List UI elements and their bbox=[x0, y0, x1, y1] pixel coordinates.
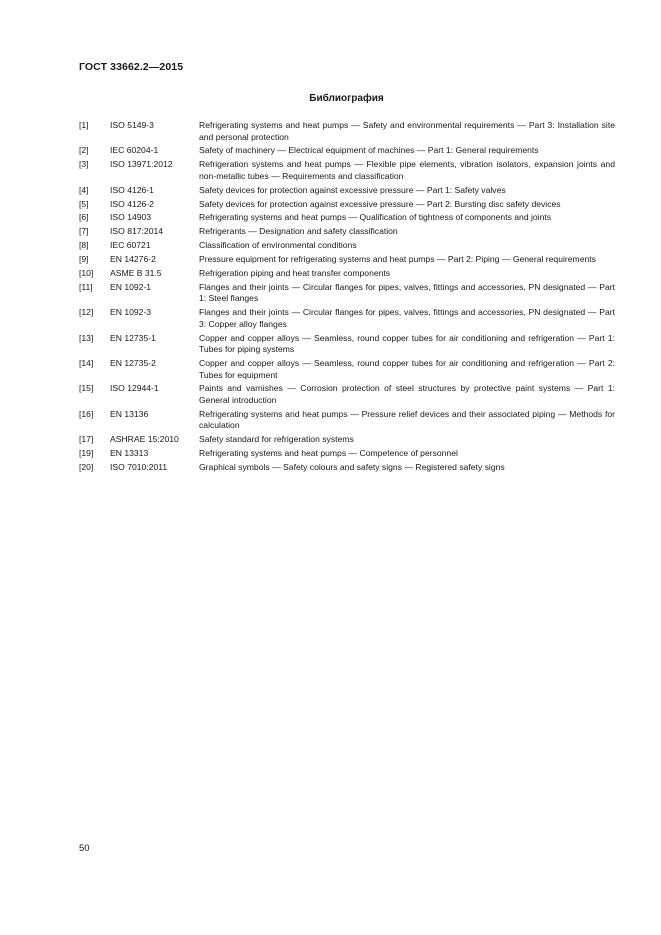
entry-title: Safety standard for refrigeration systems bbox=[199, 434, 354, 445]
entry-number: [10] bbox=[79, 268, 94, 279]
bibliography-entry bbox=[79, 185, 615, 197]
entry-number: [19] bbox=[79, 448, 94, 459]
entry-title: Copper and copper alloys — Seamless, round copper tubes for air conditioning and refrigeration — Part 2: Tubes for equipment bbox=[199, 358, 615, 380]
entry-title: Copper and copper alloys — Seamless, round copper tubes for air conditioning and refrigeration — Part 1: Tubes for piping systems bbox=[199, 332, 615, 355]
bibliography-entry bbox=[79, 159, 615, 182]
entry-standard-code: ASME B 31.5 bbox=[110, 268, 162, 279]
bibliography-entry bbox=[79, 462, 615, 474]
entry-number: [3] bbox=[79, 159, 89, 170]
entry-number: [11] bbox=[79, 281, 93, 292]
bibliography-entry bbox=[79, 268, 615, 280]
entry-standard-code: IEC 60204-1 bbox=[110, 145, 159, 156]
entry-title: Refrigerating systems and heat pumps — Competence of personnel bbox=[199, 448, 458, 459]
entry-number: [9] bbox=[79, 254, 89, 265]
entry-number: [17] bbox=[79, 434, 94, 445]
document-header: ГОСТ 33662.2—2015 bbox=[79, 61, 184, 73]
entry-number: [15] bbox=[79, 383, 94, 394]
entry-standard-code: ISO 12944-1 bbox=[110, 383, 159, 394]
section-title-wrapper bbox=[0, 93, 661, 104]
entry-title: Classification of environmental conditions bbox=[199, 240, 357, 251]
entry-title: Refrigerating systems and heat pumps — Qualification of tightness of components and joints bbox=[199, 212, 552, 223]
bibliography-entry bbox=[79, 358, 615, 381]
entry-standard-code: EN 1092-3 bbox=[110, 307, 152, 318]
entry-standard-code: ISO 5149-3 bbox=[110, 120, 154, 130]
entry-title: Refrigeration piping and heat transfer components bbox=[199, 268, 391, 279]
entry-number: [13] bbox=[79, 332, 94, 343]
entry-title: Flanges and their joints — Circular flanges for pipes, valves, fittings and accessories, PN designated — Part 3: Copper alloy flanges bbox=[199, 307, 615, 329]
entry-standard-code: ISO 4126-1 bbox=[110, 184, 154, 195]
entry-standard-code: IEC 60721 bbox=[110, 240, 151, 251]
entry-standard-code: ISO 817:2014 bbox=[110, 226, 164, 237]
entry-standard-code: EN 1092-1 bbox=[110, 281, 152, 292]
bibliography-entry bbox=[79, 282, 615, 305]
entry-standard-code: ISO 7010:2011 bbox=[110, 462, 168, 473]
entry-number: [6] bbox=[79, 212, 89, 223]
entry-standard-code: EN 14276-2 bbox=[110, 254, 156, 265]
entry-title: Refrigerants — Designation and safety classification bbox=[199, 226, 398, 237]
entry-number: [8] bbox=[79, 240, 89, 251]
entry-standard-code: EN 13136 bbox=[110, 408, 149, 419]
entry-number: [20] bbox=[79, 462, 94, 473]
entry-number: [5] bbox=[79, 198, 89, 209]
entry-title: Safety devices for protection against excessive pressure — Part 1: Safety valves bbox=[199, 184, 506, 195]
bibliography-entry bbox=[79, 307, 615, 330]
section-title: Библиография bbox=[309, 93, 384, 104]
bibliography-entry bbox=[79, 333, 615, 356]
entry-standard-code: EN 12735-2 bbox=[110, 358, 156, 369]
entry-standard-code: ISO 13971:2012 bbox=[110, 159, 173, 170]
bibliography-entry bbox=[79, 383, 615, 406]
entry-standard-code: ASHRAE 15:2010 bbox=[110, 434, 179, 445]
entry-number: [2] bbox=[79, 145, 89, 156]
bibliography-entry bbox=[79, 145, 615, 157]
entry-title: Pressure equipment for refrigerating systems and heat pumps — Part 2: Piping — General requirements bbox=[199, 254, 596, 265]
entry-title: Safety devices for protection against excessive pressure — Part 2: Bursting disc safety devices bbox=[199, 198, 561, 209]
bibliography-entry bbox=[79, 448, 615, 460]
bibliography-entry bbox=[79, 240, 615, 252]
entry-title: Safety of machinery — Electrical equipment of machines — Part 1: General requirements bbox=[199, 145, 539, 156]
entry-title: Paints and varnishes — Corrosion protection of steel structures by protective paint systems — Part 1: General introduction bbox=[199, 383, 615, 405]
bibliography-entry bbox=[79, 434, 615, 446]
entry-standard-code: ISO 4126-2 bbox=[110, 198, 154, 209]
entry-standard-code: EN 13313 bbox=[110, 448, 149, 459]
entry-number: [4] bbox=[79, 184, 89, 195]
page-number: 50 bbox=[79, 843, 90, 854]
entry-number: [16] bbox=[79, 408, 94, 419]
bibliography-entry bbox=[79, 212, 615, 224]
entry-title: Refrigerating systems and heat pumps — Pressure relief devices and their associated piping — Methods for calculation bbox=[199, 408, 615, 431]
bibliography-list bbox=[79, 120, 615, 476]
entry-title: Refrigerating systems and heat pumps — Safety and environmental requirements — Part 3: Installation site and personal protection bbox=[199, 120, 615, 142]
bibliography-entry bbox=[79, 409, 615, 432]
entry-standard-code: ISO 14903 bbox=[110, 212, 152, 223]
entry-standard-code: EN 12735-1 bbox=[110, 332, 156, 343]
entry-number: [1] bbox=[79, 120, 89, 130]
entry-number: [7] bbox=[79, 226, 89, 237]
entry-number: [12] bbox=[79, 307, 94, 318]
bibliography-entry bbox=[79, 226, 615, 238]
entry-title: Graphical symbols — Safety colours and safety signs — Registered safety signs bbox=[199, 462, 505, 473]
bibliography-entry bbox=[79, 254, 615, 266]
entry-title: Refrigeration systems and heat pumps — Flexible pipe elements, vibration isolators, expansion joints and non-metallic tubes — Requirements and classification bbox=[199, 159, 615, 181]
entry-title: Flanges and their joints — Circular flanges for pipes, valves, fittings and accessories, PN designated — Part 1: Steel flanges bbox=[199, 281, 615, 304]
bibliography-entry bbox=[79, 120, 615, 143]
bibliography-entry bbox=[79, 199, 615, 211]
entry-number: [14] bbox=[79, 358, 94, 369]
